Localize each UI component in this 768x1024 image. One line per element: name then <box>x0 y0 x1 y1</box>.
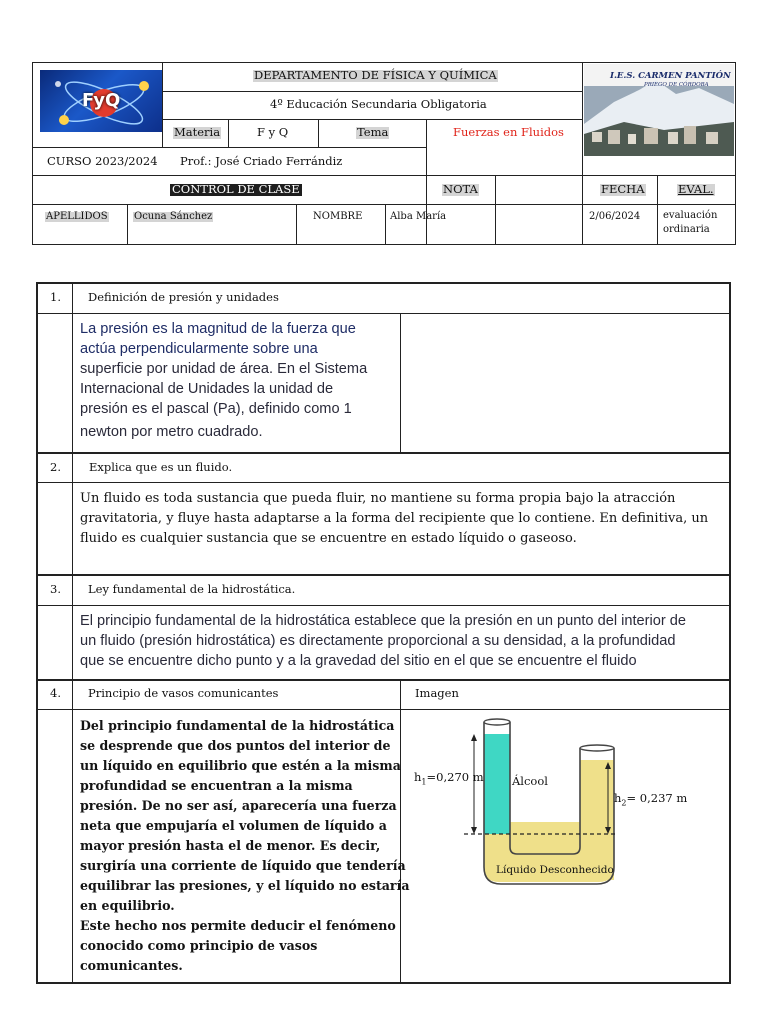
control-de-clase: CONTROL DE CLASE <box>172 182 300 196</box>
h2-subscript: 2 <box>621 798 627 808</box>
question-4-answer <box>80 716 410 976</box>
nota-label: NOTA <box>443 182 478 196</box>
image-column-header: Imagen <box>415 686 459 700</box>
answer-line: conocido como principio de vasos <box>80 938 318 953</box>
answer-line: La presión es la magnitud de la fuerza que <box>80 321 356 337</box>
curso: CURSO 2023/2024 <box>47 154 158 168</box>
question-3-answer <box>80 611 686 671</box>
answer-line: profundidad se encuentran a la misma <box>80 778 353 793</box>
answer-line: Este hecho nos permite deducir el fenómeno <box>80 918 396 933</box>
right-tube-top <box>580 745 614 751</box>
question-1-title: Definición de presión y unidades <box>88 290 279 304</box>
h2-label <box>614 793 687 807</box>
answer-line: equilibrar las presiones, y el líquido no estaría <box>80 878 410 893</box>
profesor: Prof.: José Criado Ferrándiz <box>180 154 343 168</box>
h1-value: =0,270 m <box>426 770 484 784</box>
course-level: 4º Educación Secundaria Obligatoria <box>270 97 487 111</box>
question-3-number: 3. <box>50 582 61 596</box>
answer-line: presión. De no ser así, aparecería una fuerza <box>80 798 397 813</box>
department-logo <box>40 70 162 132</box>
answer-line: Un fluido es toda sustancia que pueda fluir, no mantiene su forma propia bajo la atracción <box>80 491 676 506</box>
answer-line: mayor presión hasta el de menor. Es decir, <box>80 838 381 853</box>
apellidos-value: Ocuna Sánchez <box>134 211 213 222</box>
answer-line: actúa perpendicularmente sobre una <box>80 341 318 357</box>
answer-line: superficie por unidad de área. En el Sistema <box>80 361 368 377</box>
u-tube-diagram <box>404 712 726 894</box>
nombre-label: NOMBRE <box>313 211 363 222</box>
question-4-number: 4. <box>50 686 61 700</box>
answer-line: un fluido (presión hidrostática) es directamente proporcional a su densidad, a la profundidad <box>80 633 676 649</box>
answer-line: fluido es cualquier sustancia que se encuentre en estado líquido o gaseoso. <box>80 531 577 546</box>
nombre-value: Alba María <box>390 211 447 222</box>
question-2-answer <box>80 489 708 549</box>
right-column-liquid <box>580 760 614 880</box>
tema-label: Tema <box>357 125 389 139</box>
school-location: PRIEGO DE CÓRDOBA <box>644 82 709 88</box>
answer-line: que se encuentre dicho punto y a la gravedad del sitio en el que se encuentre el fluido <box>80 653 637 669</box>
question-3-title: Ley fundamental de la hidrostática. <box>88 582 296 596</box>
answer-line: neta que empujaría el volumen de líquido a <box>80 818 387 833</box>
left-tube-top <box>484 719 510 725</box>
answer-line: El principio fundamental de la hidrostática establece que la presión en un punto del interior de <box>80 613 687 629</box>
question-2-title: Explica que es un fluido. <box>89 460 233 474</box>
eval-value-line1: evaluación <box>663 210 718 221</box>
h1-subscript: 1 <box>421 777 427 787</box>
alcohol-column <box>484 734 510 834</box>
answer-line: en equilibrio. <box>80 898 175 913</box>
tema-value: Fuerzas en Fluidos <box>453 125 564 139</box>
question-1-number: 1. <box>50 290 61 304</box>
alcohol-label: Álcool <box>512 774 548 788</box>
answer-line: Del principio fundamental de la hidrostática <box>80 718 395 733</box>
liquid-label: Líquido Desconhecido <box>496 864 614 876</box>
materia-value: F y Q <box>257 125 289 139</box>
answer-line: newton por metro cuadrado. <box>80 424 263 440</box>
eval-label: EVAL. <box>678 182 714 196</box>
question-2-number: 2. <box>50 460 61 474</box>
answer-line: se desprende que dos puntos del interior de <box>80 738 391 753</box>
fecha-value: 2/06/2024 <box>589 211 641 222</box>
school-name: I.E.S. CARMEN PANTIÓN <box>610 71 731 81</box>
question-1-answer <box>80 319 367 442</box>
h2-letter: h <box>614 791 622 805</box>
apellidos-label: APELLIDOS <box>46 211 108 222</box>
eval-value-line2: ordinaria <box>663 224 710 235</box>
fecha-label: FECHA <box>601 182 645 196</box>
answer-line: presión es el pascal (Pa), definido como 1 <box>80 401 352 417</box>
h1-letter: h <box>414 770 422 784</box>
materia-label: Materia <box>174 125 221 139</box>
answer-line: gravitatoria, y fluye hasta adaptarse a la forma del recipiente que lo contiene. En definitiva, un <box>80 511 709 526</box>
h2-value: = 0,237 m <box>626 791 688 805</box>
answer-line: Internacional de Unidades la unidad de <box>80 381 334 397</box>
answer-line: surgiría una corriente de líquido que tendería <box>80 858 406 873</box>
school-photo <box>584 64 734 156</box>
department-title: DEPARTAMENTO DE FÍSICA Y QUÍMICA <box>254 68 497 82</box>
h1-label <box>414 772 484 786</box>
answer-line: comunicantes. <box>80 958 183 973</box>
answer-line: un líquido en equilibrio que estén a la misma <box>80 758 401 773</box>
question-4-title: Principio de vasos comunicantes <box>88 686 279 700</box>
logo-text: FyQ <box>82 90 121 111</box>
